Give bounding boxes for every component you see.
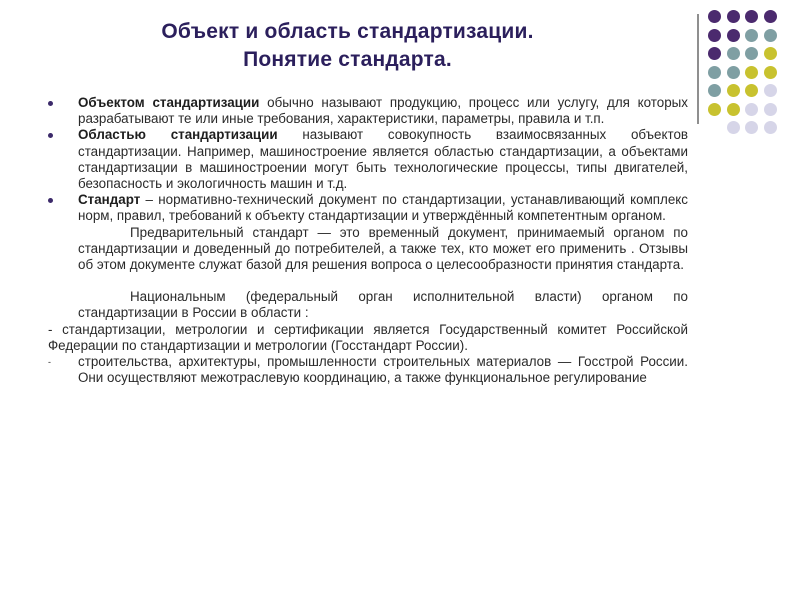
decorative-dot [727, 10, 740, 23]
definition-text: называют совокупность взаимосвязанных объектов стандартизации. Например, машиностроение является областью стандартизации, а объектами стандартизации в машиностроении могут быть технологические процессы, типы двигателей, безопасность и экологичность машин и т.д. [78, 127, 689, 192]
decorative-dot [708, 29, 721, 42]
decorative-dot [727, 29, 740, 42]
decorative-dot [745, 103, 758, 116]
slide-title-line-2: Понятие стандарта. [243, 48, 452, 71]
decorative-dot [745, 47, 758, 60]
decorative-dot [708, 10, 721, 23]
slide-title-line-1: Объект и область стандартизации. [161, 20, 534, 43]
paragraph-standardization-area [48, 127, 688, 192]
paragraph-spacer [48, 273, 688, 289]
paragraph-standardization-object [48, 95, 688, 127]
bullet-icon [48, 198, 53, 203]
decorative-divider-line [697, 14, 699, 124]
paragraph-national-body: Национальным (федеральный орган исполнительной власти) органом по стандартизации в России в области : [78, 289, 688, 321]
decorative-dot [764, 47, 777, 60]
paragraph-gosstroy [48, 354, 688, 386]
decorative-dot [764, 10, 777, 23]
definition-text: обычно называют продукцию, процесс или услугу, для которых разрабатывают те или иные требования, характеристики, параметры, правила и т.п. [78, 95, 689, 127]
decorative-dot [745, 121, 758, 134]
dash-marker: - [48, 357, 51, 368]
gosstroy-text: строительства, архитектуры, промышленности строительных материалов — Госстрой России. Они осуществляют межотраслевую координацию, а также функциональное регулирование [78, 354, 688, 386]
decorative-dot [708, 84, 721, 97]
decorative-dot [745, 10, 758, 23]
slide-body [48, 95, 688, 386]
paragraph-gosstandart: - стандартизации, метрологии и сертификации является Государственный комитет Российской Федерации по стандартизации и метрологии (Госстандарт России). [48, 321, 688, 353]
paragraph-preliminary-standard: Предварительный стандарт — это временный документ, принимаемый органом по стандартизации и доведенный до потребителей, а также тех, кто может его применить . Отзывы об этом документе служат базой для решения вопроса о целесообразности принятия стандарта. [78, 224, 688, 273]
decorative-dot [727, 103, 740, 116]
term-standard: Стандарт [78, 192, 141, 208]
decorative-dot [764, 29, 777, 42]
term-standardization-area: Областью стандартизации [78, 127, 278, 143]
decorative-dot [745, 29, 758, 42]
decorative-dot [727, 121, 740, 134]
decorative-dot [764, 121, 777, 134]
decorative-dot [745, 84, 758, 97]
decorative-dot [727, 66, 740, 79]
decorative-dot [708, 47, 721, 60]
decorative-dot [745, 66, 758, 79]
decorative-dot [764, 84, 777, 97]
paragraph-standard [48, 192, 688, 224]
decorative-dot [708, 66, 721, 79]
decorative-dot [727, 84, 740, 97]
bullet-icon [48, 101, 53, 106]
decorative-dot [764, 103, 777, 116]
decorative-dot [764, 66, 777, 79]
bullet-icon [48, 133, 53, 138]
slide-title [70, 18, 625, 74]
decorative-dot [708, 103, 721, 116]
decorative-dot [727, 47, 740, 60]
definition-text: – нормативно-технический документ по стандартизации, устанавливающий комплекс норм, правил, требований к объекту стандартизации и утверждённый компетентным органом. [78, 192, 688, 224]
term-standardization-object: Объектом стандартизации [78, 95, 260, 110]
